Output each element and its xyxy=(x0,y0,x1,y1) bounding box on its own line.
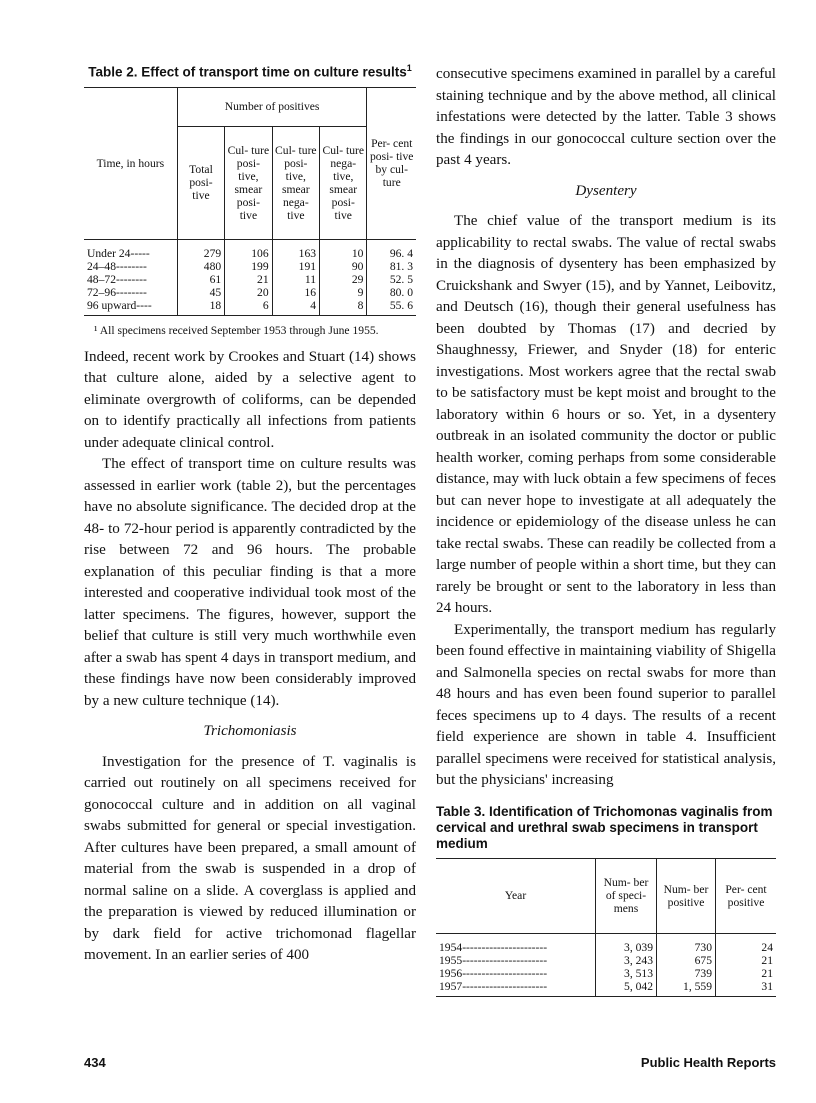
table2 xyxy=(84,87,416,316)
table2-cell-c: 10 xyxy=(320,239,367,260)
table2-cell-time: 24–48-------- xyxy=(87,259,147,273)
table3-cell-pct: 21 xyxy=(716,954,777,967)
table3-cell-year: 1955---------------------- xyxy=(439,953,548,967)
table-row xyxy=(84,286,416,299)
right-paragraph-3: Experimentally, the transport medium has regularly been found effective in maintaining viability of Shigella and Salmonella species on rectal swabs for more than 48 hours and has even been found superior to parallel feces specimens up to 4 days. The results of a recent field experience are shown in table 4. Insufficient parallel specimens were received for statistical analysis, but the physicians' increasing xyxy=(436,621,776,788)
left-paragraph-2: The effect of transport time on culture results was assessed in earlier work (table 2), but the percentages have no absolute significance. The decided drop at the 48- to 72-hour period is apparently contradicted by the rise between 72 and 96 hours. The probable explanation of this peculiar finding is that a more interested and cooperative individual took most of the latter specimens. The figures, however, support the belief that culture is still very much worthwhile even after a swab has spent 4 days in transport medium, and these findings have now been considerably improved by a new culture technique (14). xyxy=(84,456,416,709)
table3-cell-pct: 31 xyxy=(716,980,777,997)
right-paragraph-2: The chief value of the transport medium is its applicability to rectal swabs. The value of rectal swabs in the diagnosis of dysentery has been emphasized by Cruickshank and Swyer (15), and by Yannet, Leibovitz, and Deutsch (16), though their general usefulness has been doubted by Thomas (17) and decried by Shaughnessy, Friewer, and Snyder (18) for enteric investigations. Most workers agree that the rectal swab to be satisfactory must be kept moist and brought to the laboratory within 6 hours or so. Yet, in a dysentery outbreak in an isolated community the doctor or public health worker, coming perhaps from some considerable distance, may with luck obtain a few specimens of feces but can never hope to investigate at all adequately the incidence or epidemiology of the disease unless he can take rectal swabs. These can readily be collected from a large number of people within a short time, but they can rarely be brought or sent to the laboratory in less than 24 hours. xyxy=(436,213,776,616)
table3-header-pct: Per- cent positive xyxy=(716,858,777,933)
left-paragraph-1: Indeed, recent work by Crookes and Stuart (14) shows that culture alone, aided by a selective agent to eliminate overgrowth of coliforms, can be depended on to identify practically all infections from patients under adequate clinical control. xyxy=(84,348,416,451)
table2-cell-c: 29 xyxy=(320,273,367,286)
table3-cell-num: 3, 243 xyxy=(596,954,657,967)
table-row xyxy=(436,954,776,967)
left-paragraph-3: Investigation for the presence of T. vaginalis is carried out routinely on all specimens received for gonococcal culture and in addition on all vaginal swabs submitted for general or special investigation. After cultures have been prepared, a small amount of material from the swab is suspended in a drop of normal saline on a slide. A coverglass is applied and the preparation is viewed by reduced illumination or by dark field for active trichomonad flagellar movement. In an earlier series of 400 xyxy=(84,753,416,963)
table2-cell-c: 9 xyxy=(320,286,367,299)
table2-cell-b: 4 xyxy=(272,299,319,316)
table-row xyxy=(84,299,416,316)
table-row xyxy=(84,273,416,286)
table2-cell-a: 199 xyxy=(225,260,272,273)
journal-title: Public Health Reports xyxy=(640,1055,776,1070)
table2-cell-b: 191 xyxy=(272,260,319,273)
table2-cell-a: 20 xyxy=(225,286,272,299)
table2-footnote: ¹ All specimens received September 1953 through June 1955. xyxy=(94,323,379,337)
table2-cell-total: 480 xyxy=(177,260,224,273)
table3-cell-pos: 739 xyxy=(657,967,716,980)
table2-cell-pct: 52. 5 xyxy=(367,273,416,286)
table3-cell-pct: 24 xyxy=(716,933,777,954)
table3-cell-year: 1956---------------------- xyxy=(439,966,548,980)
table2-cell-time: 48–72-------- xyxy=(87,272,147,286)
table2-cell-pct: 81. 3 xyxy=(367,260,416,273)
table-row xyxy=(436,980,776,997)
table3-header-num: Num- ber of speci- mens xyxy=(596,858,657,933)
table2-caption xyxy=(84,60,416,81)
table2-header-total: Total posi- tive xyxy=(177,126,224,239)
table2-cell-a: 106 xyxy=(225,239,272,260)
table2-header-group: Number of positives xyxy=(177,87,367,126)
table2-caption-footnote-mark: 1 xyxy=(406,63,412,73)
table-row xyxy=(436,933,776,954)
table3-cell-pct: 21 xyxy=(716,967,777,980)
table2-cell-total: 279 xyxy=(177,239,224,260)
table2-cell-b: 11 xyxy=(272,273,319,286)
table2-header-time: Time, in hours xyxy=(96,156,165,170)
page-number: 434 xyxy=(84,1055,106,1070)
table2-header-cult-pos-smear-neg: Cul- ture posi- tive, smear nega- tive xyxy=(272,126,319,239)
table3-cell-num: 3, 039 xyxy=(596,933,657,954)
table3-cell-year: 1954---------------------- xyxy=(439,940,548,954)
table2-header-pct: Per- cent posi- tive by cul- ture xyxy=(367,87,416,239)
right-paragraph-1: consecutive specimens examined in parallel by a careful staining technique and by the above method, all clinical infestations were detected by the latter. Table 3 shows the findings in our gonococcal culture section over the past 4 years. xyxy=(436,66,776,168)
section-heading-dysentery: Dysentery xyxy=(575,182,637,199)
table2-header-cult-pos-smear-pos: Cul- ture posi- tive, smear posi- tive xyxy=(225,126,272,239)
table3-header-pos: Num- ber positive xyxy=(657,858,716,933)
table3-cell-num: 5, 042 xyxy=(596,980,657,997)
left-column xyxy=(84,60,416,967)
table2-cell-pct: 55. 6 xyxy=(367,299,416,316)
table2-cell-b: 16 xyxy=(272,286,319,299)
table3-cell-year: 1957---------------------- xyxy=(439,979,548,993)
section-heading-trichomoniasis: Trichomoniasis xyxy=(203,723,297,739)
table-row xyxy=(436,967,776,980)
table3-cell-pos: 675 xyxy=(657,954,716,967)
table-row xyxy=(84,239,416,260)
table2-cell-total: 18 xyxy=(177,299,224,316)
table2-cell-time: 72–96-------- xyxy=(87,285,147,299)
table2-cell-pct: 96. 4 xyxy=(367,239,416,260)
table2-caption-text: Table 2. Effect of transport time on culture results xyxy=(88,64,407,80)
table2-cell-c: 90 xyxy=(320,260,367,273)
table2-cell-c: 8 xyxy=(320,299,367,316)
table2-cell-total: 45 xyxy=(177,286,224,299)
table-row xyxy=(84,260,416,273)
table3-cell-pos: 1, 559 xyxy=(657,980,716,997)
table2-cell-time: Under 24----- xyxy=(87,246,150,260)
table2-header-cult-neg-smear-pos: Cul- ture nega- tive, smear posi- tive xyxy=(320,126,367,239)
table2-cell-pct: 80. 0 xyxy=(367,286,416,299)
table3-cell-pos: 730 xyxy=(657,933,716,954)
table3-caption: Table 3. Identification of Trichomonas vaginalis from cervical and urethral swab specimens in transport medium xyxy=(436,803,773,851)
table2-cell-a: 21 xyxy=(225,273,272,286)
table2-cell-b: 163 xyxy=(272,239,319,260)
table3-header-year: Year xyxy=(504,889,527,902)
table3-cell-num: 3, 513 xyxy=(596,967,657,980)
table2-cell-a: 6 xyxy=(225,299,272,316)
table2-cell-total: 61 xyxy=(177,273,224,286)
table2-cell-time: 96 upward---- xyxy=(87,298,152,312)
table3 xyxy=(436,858,776,997)
right-column xyxy=(436,64,776,997)
